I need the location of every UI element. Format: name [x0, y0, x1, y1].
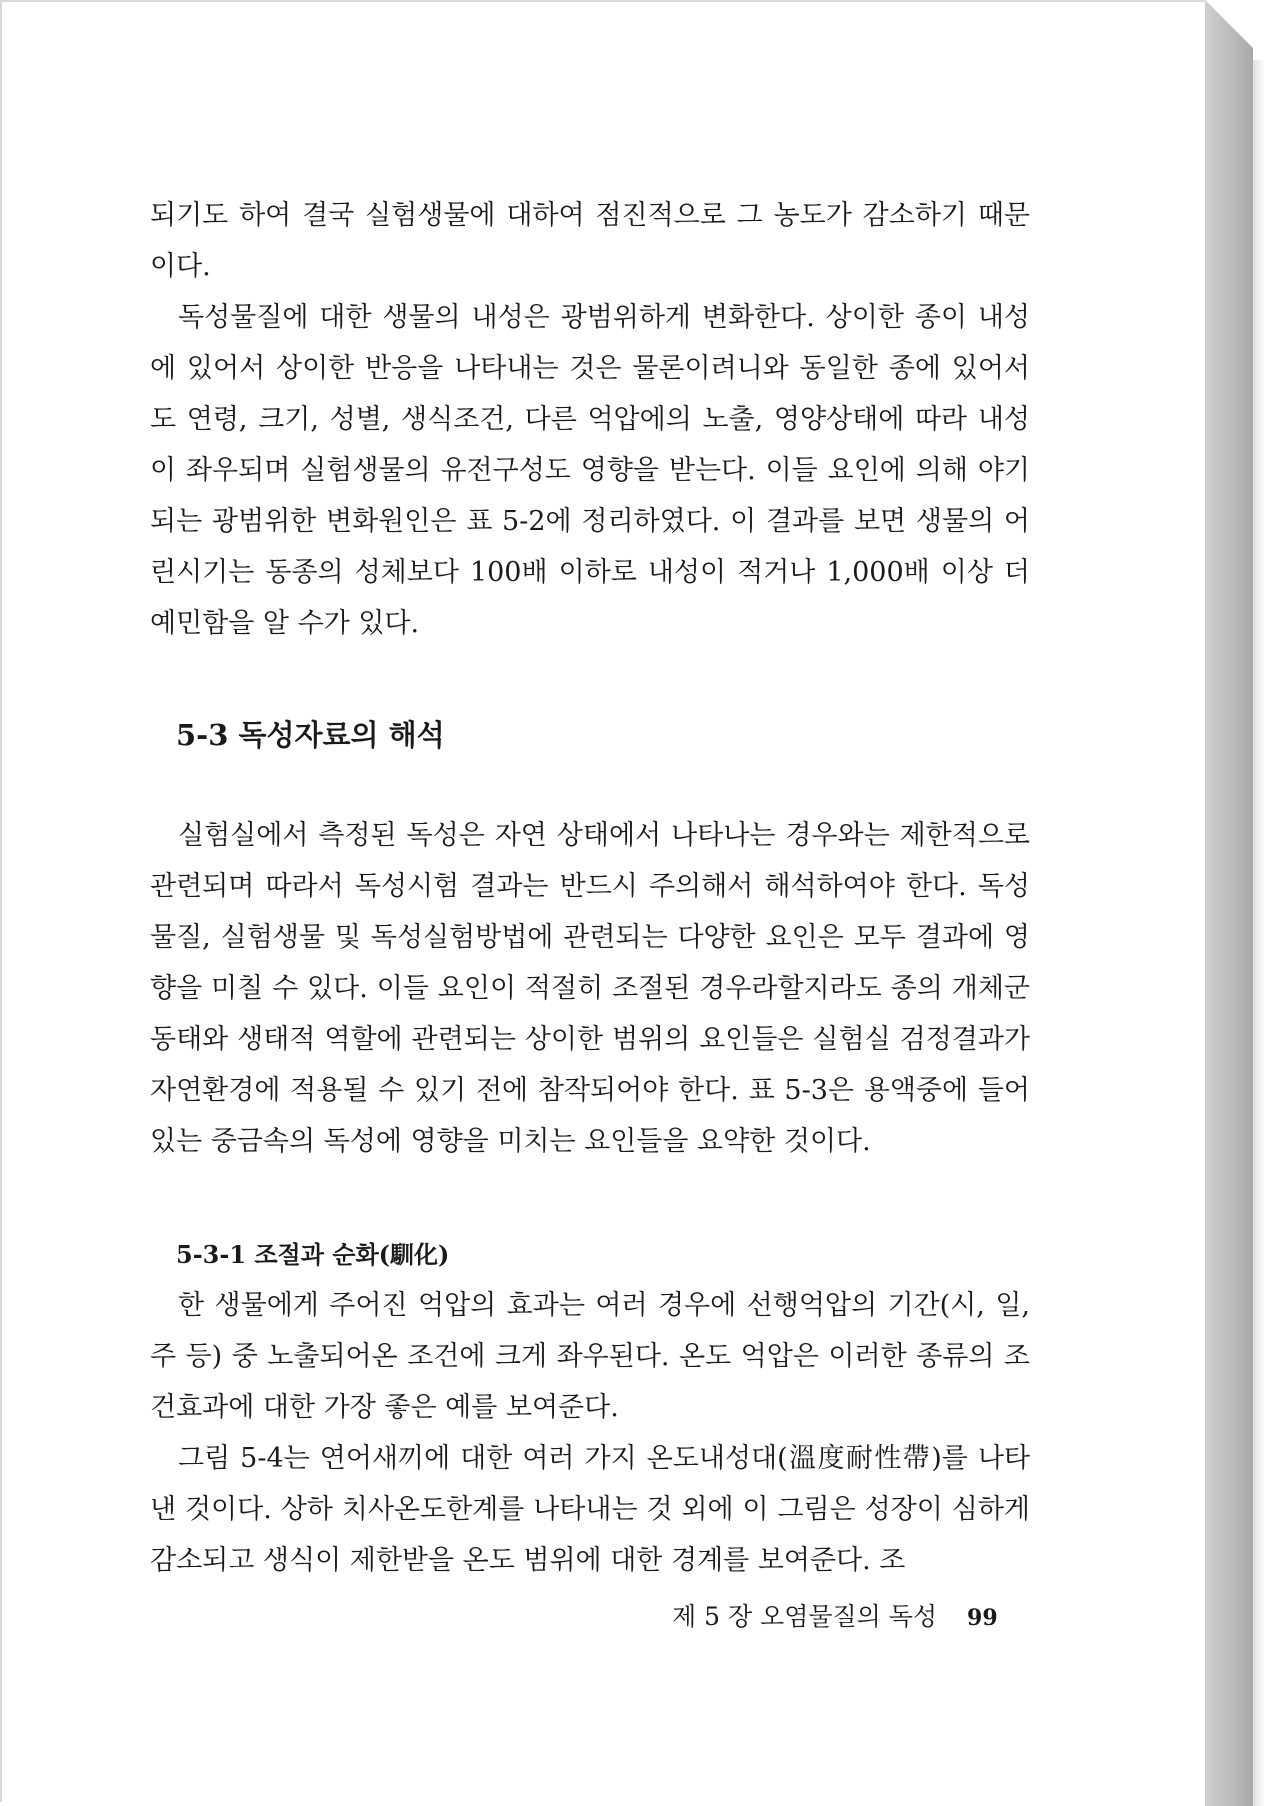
paragraph-continued: 되기도 하여 결국 실험생물에 대하여 점진적으로 그 농도가 감소하기 때문이다. — [150, 200, 1030, 282]
section-heading: 5-3 독성자료의 해석 — [176, 718, 445, 752]
page-shadow — [1253, 60, 1265, 1806]
subsection-paragraph-1: 한 생물에게 주어진 억압의 효과는 여러 경우에 선행억압의 기간(시, 일, 주 등) 중 노출되어온 조건에 크게 좌우된다. 온도 억압은 이러한 종류의 조건효과에 대한 가장 좋은 예를 보여준다. — [150, 1290, 1030, 1423]
paragraph-tolerance: 독성물질에 대한 생물의 내성은 광범위하게 변화한다. 상이한 종이 내성에 있어서 상이한 반응을 나타내는 것은 물론이려니와 동일한 종에 있어서도 연령, 크기, 성별, 생식조건, 다른 억압에의 노출, 영양상태에 따라 내성이 좌우되며 실험생물의 유전구성도 영향을 받는다. 이들 요인에 의해 야기되는 광범위한 변화원인은 표 5-2에 정리하였다. 이 결과를 보면 생물의 어린시기는 동종의 성체보다 100배 이하로 내성이 적거나 1,000배 이상 더 예민함을 알 수가 있다. — [150, 302, 1030, 639]
body-text-top — [150, 190, 1030, 649]
subsection-heading: 5-3-1 조절과 순화(馴化) — [176, 1240, 450, 1269]
subsection-paragraph-2: 그림 5-4는 연어새끼에 대한 여러 가지 온도내성대(溫度耐性帶)를 나타낸 것이다. 상하 치사온도한계를 나타내는 것 외에 이 그림은 성장이 심하게 감소되고 생식이 제한받을 온도 범위에 대한 경계를 보여준다. 조 — [150, 1443, 1030, 1576]
book-page-edge — [1205, 0, 1253, 1806]
page-footer — [672, 1597, 998, 1633]
section-body — [150, 810, 1030, 1167]
page-number: 99 — [967, 1605, 998, 1631]
section-paragraph: 실험실에서 측정된 독성은 자연 상태에서 나타나는 경우와는 제한적으로 관련되며 따라서 독성시험 결과는 반드시 주의해서 해석하여야 한다. 독성물질, 실험생물 및 독성실험방법에 관련되는 다양한 요인은 모두 결과에 영향을 미칠 수 있다. 이들 요인이 적절히 조절된 경우라할지라도 종의 개체군 동태와 생태적 역할에 관련되는 상이한 범위의 요인들은 실험실 검정결과가 자연환경에 적용될 수 있기 전에 참작되어야 한다. 표 5-3은 용액중에 들어 있는 중금속의 독성에 영향을 미치는 요인들을 요약한 것이다. — [150, 820, 1030, 1157]
subsection-body — [150, 1280, 1030, 1586]
chapter-title: 제 5 장 오염물질의 독성 — [672, 1602, 938, 1631]
